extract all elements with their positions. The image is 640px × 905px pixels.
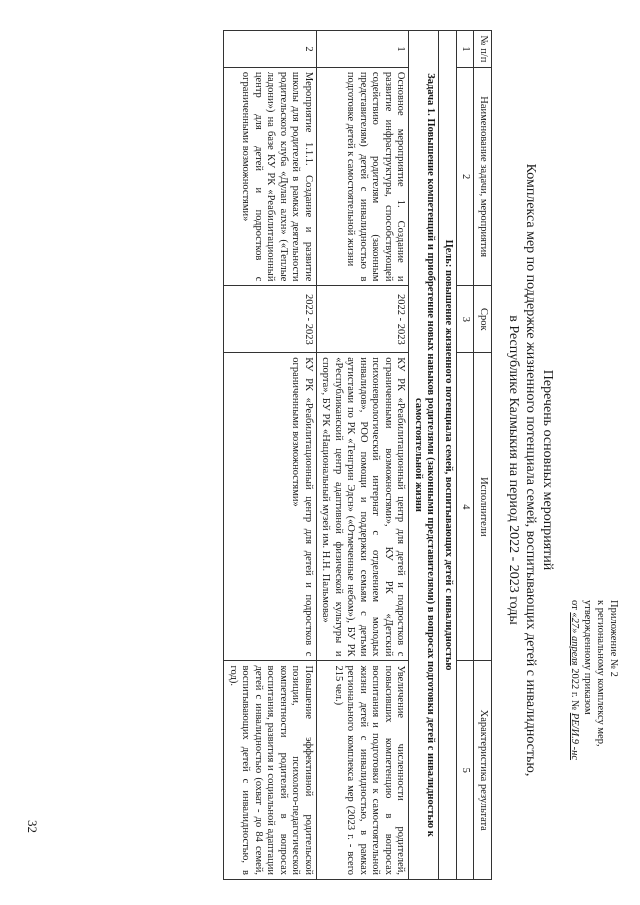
- measure-result: Повышение эффективной родительской позиции, психолого-педагогической компетентности родителей в вопросах воспитания, развития и социальной адаптации детей с инвалидностью (охват - до 84 семей, воспитывающих детей с инвалидностью, в год).: [224, 661, 317, 880]
- column-number: 5: [457, 661, 475, 880]
- goal-row: [439, 31, 457, 880]
- table-row: [224, 31, 317, 880]
- goal-cell: Цель: повышение жизненного потенциала семей, воспитывающих детей с инвалидностью: [439, 31, 457, 880]
- appendix-from: от: [569, 600, 580, 610]
- appendix-line: утвержденному приказом: [582, 600, 593, 715]
- order-year: 2022 г. №: [569, 665, 580, 711]
- task-row: [409, 31, 439, 880]
- order-date: «27» апреля: [569, 612, 580, 666]
- header-cell: Характеристика результата: [474, 661, 492, 880]
- column-number: 2: [457, 67, 475, 286]
- title-line: Комплекса мер по поддержке жизненного потенциала семей, воспитывающих детей с инвалидностью,: [523, 163, 538, 777]
- measure-result: Увеличение численности родителей, повысивших компетенцию в вопросах воспитания и подготовки к самостоятельной жизни детей с инвалидностью, в рамках регионального комплекса мер (2023 г. - всего 215 чел.): [317, 661, 410, 880]
- column-number: 4: [457, 353, 475, 661]
- appendix-order-line: [568, 600, 581, 870]
- title-line: в Республике Калмыкия на период 2022 - 2023 годы: [506, 315, 521, 625]
- column-number: 1: [457, 31, 475, 68]
- order-number: РЕ/И.9 -нс: [569, 712, 580, 761]
- appendix-line: Приложение № 2: [608, 600, 619, 677]
- table-row: [317, 31, 410, 880]
- row-number: 2: [224, 31, 317, 68]
- page-number: 32: [25, 820, 40, 833]
- header-cell: № п/п: [474, 31, 492, 68]
- appendix-block: [568, 600, 620, 870]
- header-cell: Наименование задачи, мероприятия: [474, 67, 492, 286]
- measure-name: Основное мероприятие 1. Создание и развитие инфраструктуры, способствующей содействию родителям (законным представителям) детей с инвалидностью в подготовке детей к самостоятельной жизни: [317, 67, 410, 286]
- header-cell: Исполнители: [474, 353, 492, 661]
- table-header-row: [474, 31, 492, 880]
- measure-term: 2022 - 2023: [317, 286, 410, 353]
- task-cell: Задача 1. Повышение компетенций и приобретение новых навыков родителями (законными представителями) в вопросах подготовки детей с инвалидностью к самостоятельной жизни: [409, 31, 439, 880]
- measure-executors: КУ РК «Реабилитационный центр для детей и подростков с ограниченными возможностями», КУ РК «Детский психоневрологический интернат с отделением молодых инвалидов», РОО помощи и поддержки семьям с детьми аутистами по РК «Тенгрин Эдсн» («Отмеченные небом»), БУ РК «Республиканский центр адаптивной физической культуры и спорта», БУ РК «Национальный музей им. Н.Н. Пальмова»: [317, 353, 410, 661]
- measures-table: [224, 30, 493, 880]
- row-number: 1: [317, 31, 410, 68]
- measure-executors: КУ РК «Реабилитационный центр для детей и подростков с ограниченными возможностями»: [224, 353, 317, 661]
- measure-term: 2022 - 2023: [224, 286, 317, 353]
- column-number: 3: [457, 286, 475, 353]
- document-title: [505, 120, 556, 820]
- header-cell: Срок: [474, 286, 492, 353]
- column-number-row: [457, 31, 475, 880]
- title-line: Перечень основных мероприятий: [540, 369, 555, 571]
- appendix-line: к региональному комплексу мер,: [595, 600, 606, 747]
- measure-name: Мероприятие 1.1.1. Создание и развитие школы для родителей в рамках деятельности родительского клуба «Дулан алхн» («Теплые ладони») на базе КУ РК «Реабилитационный центр для детей и подростков с ограниченными возможностями»: [224, 67, 317, 286]
